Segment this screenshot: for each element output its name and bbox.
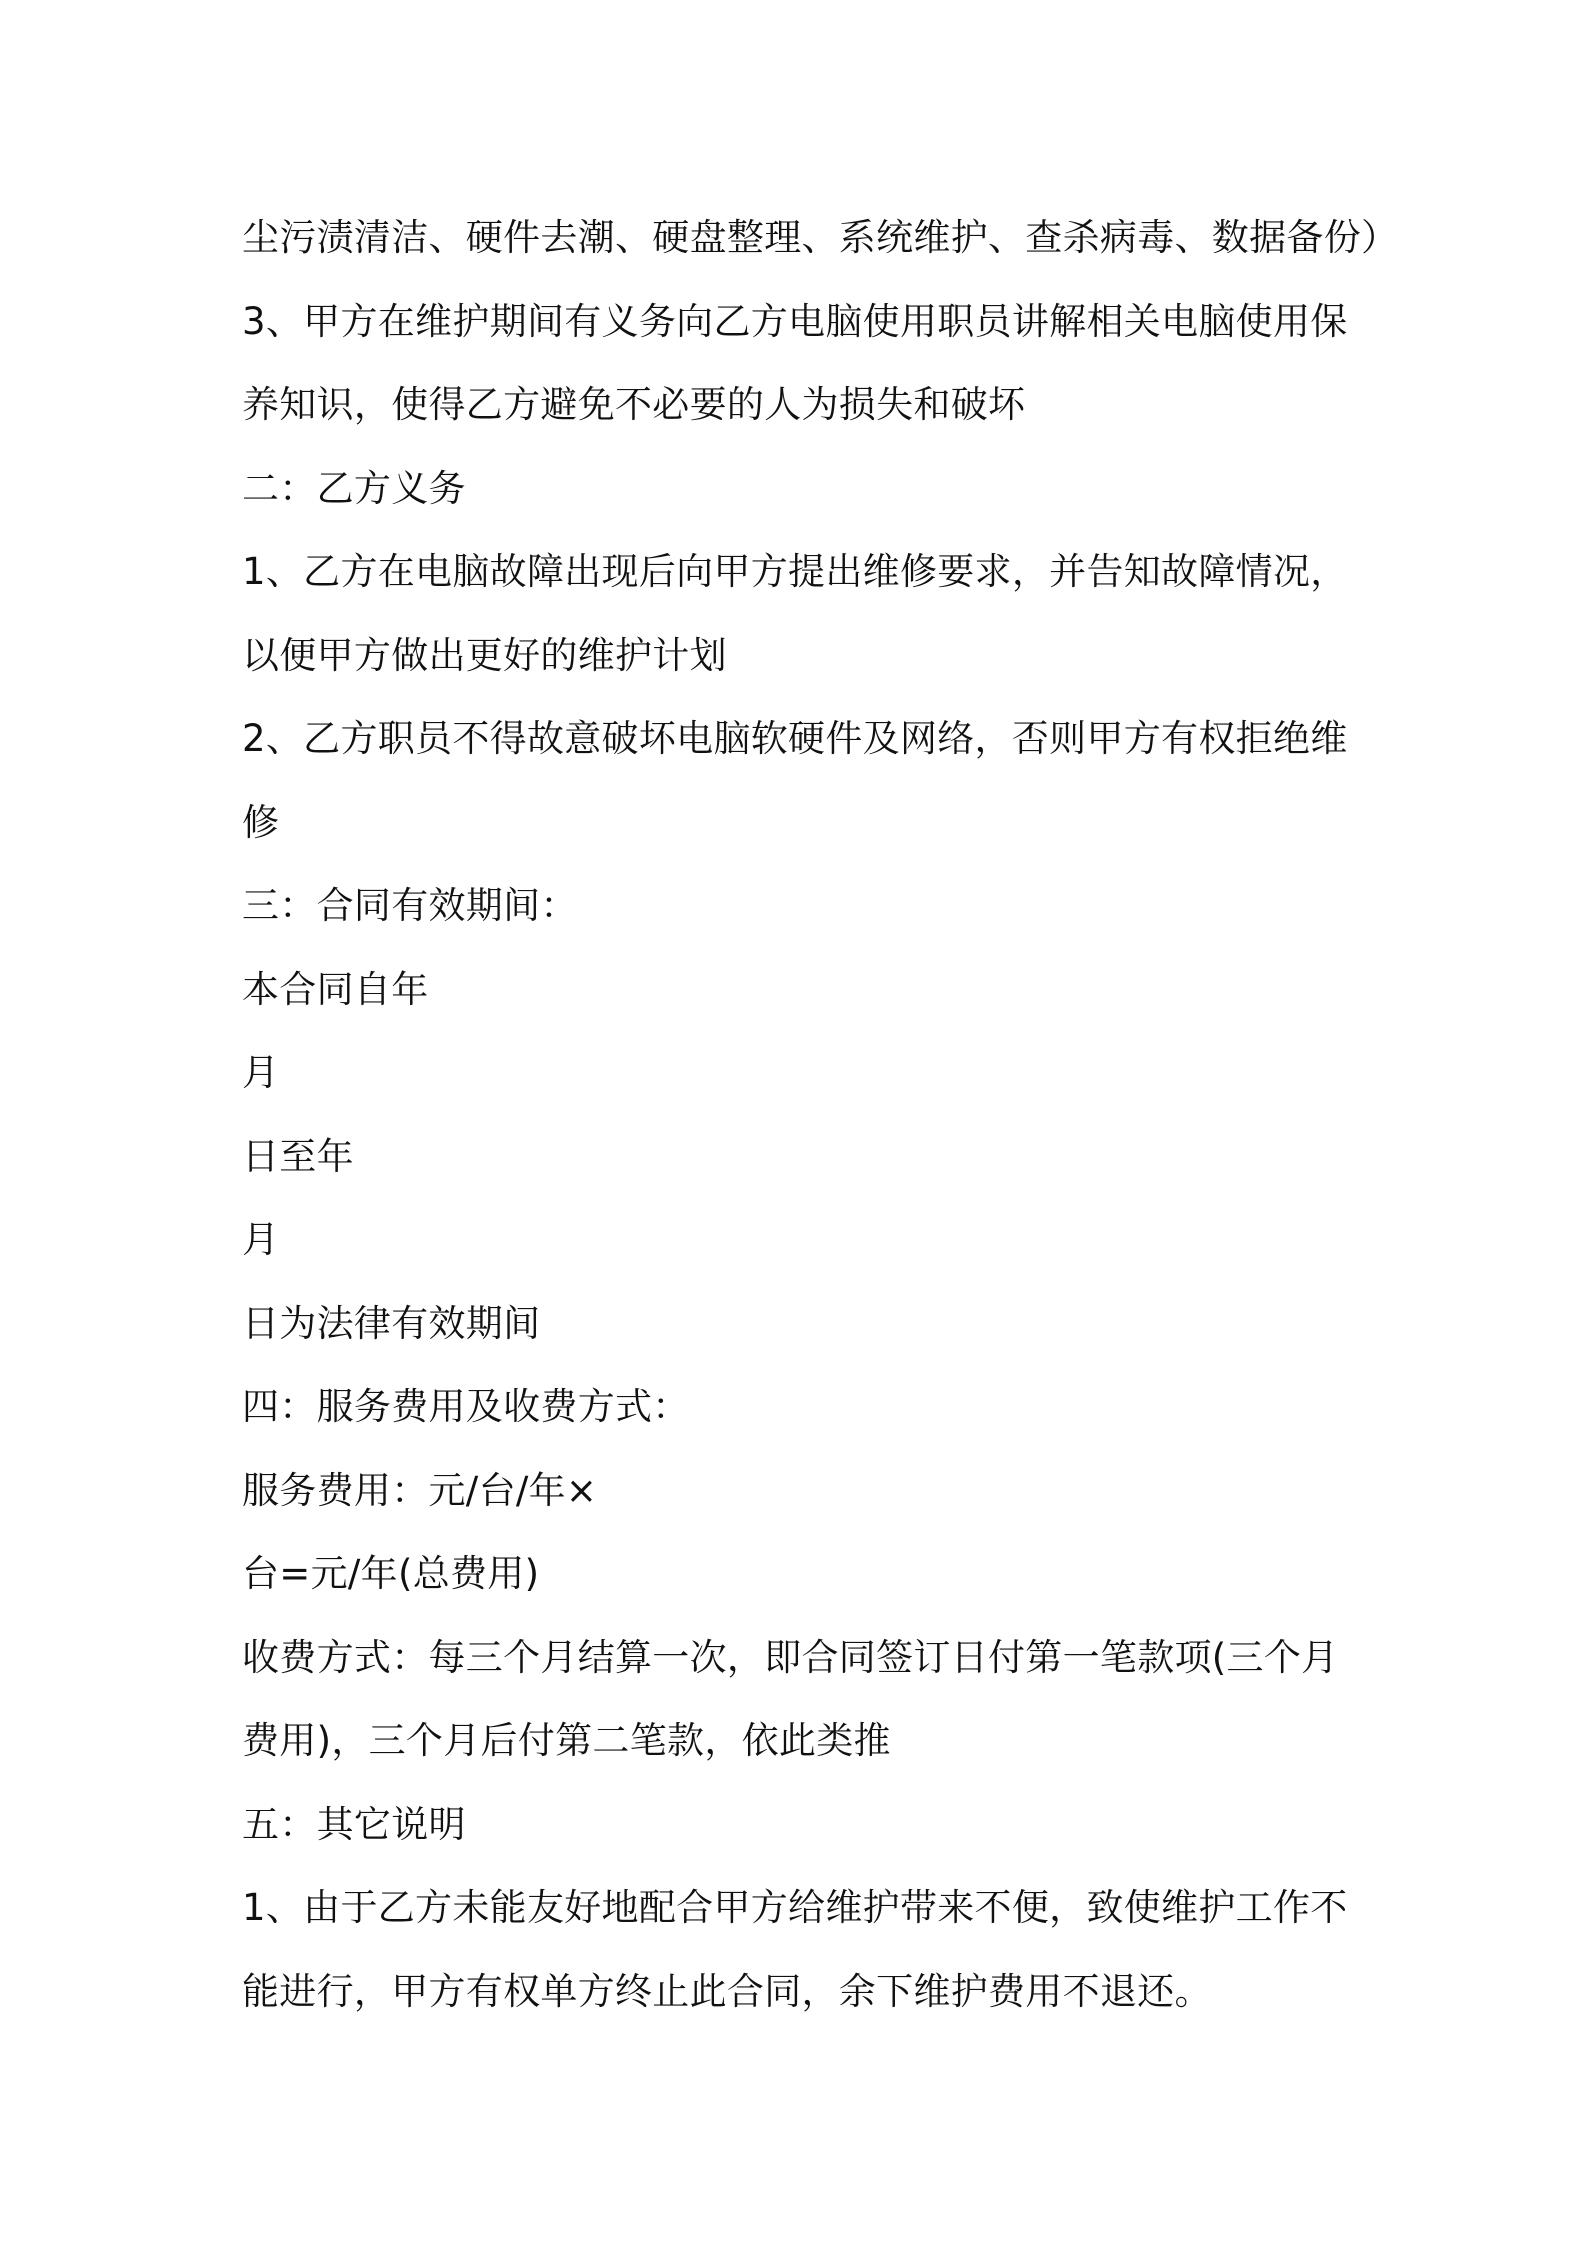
text-line: 1、由于乙方未能友好地配合甲方给维护带来不便，致使维护工作不 — [242, 1886, 1348, 1929]
text-line: 台=元/年(总费用) — [242, 1552, 540, 1595]
text-line: 本合同自年 — [242, 967, 429, 1011]
section-heading: 三：合同有效期间： — [242, 884, 578, 927]
document-body — [242, 196, 1399, 2033]
text-line: 2、乙方职员不得故意破坏电脑软硬件及网络，否则甲方有权拒绝维 — [242, 717, 1348, 760]
text-line: 月 — [242, 1051, 280, 1094]
text-line: 修 — [242, 800, 280, 844]
text-line: 养知识，使得乙方避免不必要的人为损失和破坏 — [242, 383, 1026, 426]
section-heading: 四：服务费用及收费方式： — [242, 1385, 690, 1428]
text-line: 1、乙方在电脑故障出现后向甲方提出维修要求，并告知故障情况， — [242, 550, 1348, 593]
text-line: 3、甲方在维护期间有义务向乙方电脑使用职员讲解相关电脑使用保 — [242, 299, 1348, 343]
text-line: 日至年 — [242, 1134, 354, 1178]
section-heading: 二：乙方义务 — [242, 466, 466, 510]
section-heading: 五：其它说明 — [242, 1802, 466, 1846]
text-line: 日为法律有效期间 — [242, 1301, 541, 1345]
text-line: 服务费用：元/台/年× — [242, 1468, 598, 1512]
text-line: 月 — [242, 1218, 280, 1261]
text-line: 收费方式：每三个月结算一次，即合同签订日付第一笔款项(三个月 — [242, 1635, 1339, 1679]
text-line: 能进行，甲方有权单方终止此合同，余下维护费用不退还。 — [242, 1969, 1212, 2013]
text-line: 尘污渍清洁、硬件去潮、硬盘整理、系统维护、查杀病毒、数据备份） — [242, 216, 1399, 259]
text-line: 以便甲方做出更好的维护计划 — [242, 633, 727, 677]
text-line: 费用)，三个月后付第二笔款，依此类推 — [242, 1719, 891, 1762]
